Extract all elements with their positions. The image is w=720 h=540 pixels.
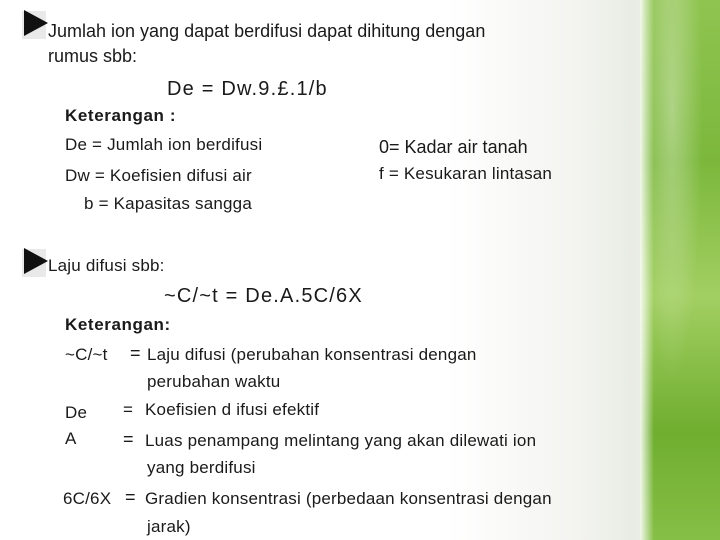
decorative-green-band xyxy=(640,0,720,540)
section1-formula: De = Dw.9.£.1/b xyxy=(167,78,328,100)
section2-description: Gradien konsentrasi (perbedaan konsentrasi dengan xyxy=(145,489,552,508)
section1-def-dw: Dw = Koefisien difusi air xyxy=(65,166,252,185)
section2-equals: = xyxy=(130,343,141,363)
section2-keterangan-title: Keterangan: xyxy=(65,315,171,334)
section2-symbol: De xyxy=(65,403,88,422)
section2-equals: = xyxy=(125,487,136,507)
bullet-arrow-icon xyxy=(24,248,48,274)
section1-def-b: b = Kapasitas sangga xyxy=(84,194,252,213)
section2-equals: = xyxy=(123,400,134,419)
section2-formula: ~C/~t = De.A.5C/6X xyxy=(164,285,363,307)
section2-symbol: ~C/~t xyxy=(65,345,108,364)
bullet-arrow-icon xyxy=(24,10,48,36)
section1-def-de: De = Jumlah ion berdifusi xyxy=(65,135,263,154)
section1-keterangan-title: Keterangan : xyxy=(65,106,177,125)
section2-description: jarak) xyxy=(147,517,191,536)
section1-def-theta: 0= Kadar air tanah xyxy=(379,137,528,157)
section1-heading-line1: Jumlah ion yang dapat berdifusi dapat dihitung dengan xyxy=(48,21,486,41)
section1-def-f: f = Kesukaran lintasan xyxy=(379,164,553,183)
section2-description: yang berdifusi xyxy=(147,458,256,477)
section2-description: Laju difusi (perubahan konsentrasi dengan xyxy=(147,345,477,364)
section2-heading: Laju difusi sbb: xyxy=(48,256,165,275)
section2-symbol: 6C/6X xyxy=(63,489,112,508)
section1-heading-line2: rumus sbb: xyxy=(48,46,138,66)
section2-symbol: A xyxy=(65,429,77,448)
section2-description: perubahan waktu xyxy=(147,372,281,391)
section2-description: Koefisien d ifusi efektif xyxy=(145,400,320,419)
section2-equals: = xyxy=(123,429,134,449)
section2-description: Luas penampang melintang yang akan dilewati ion xyxy=(145,431,537,450)
